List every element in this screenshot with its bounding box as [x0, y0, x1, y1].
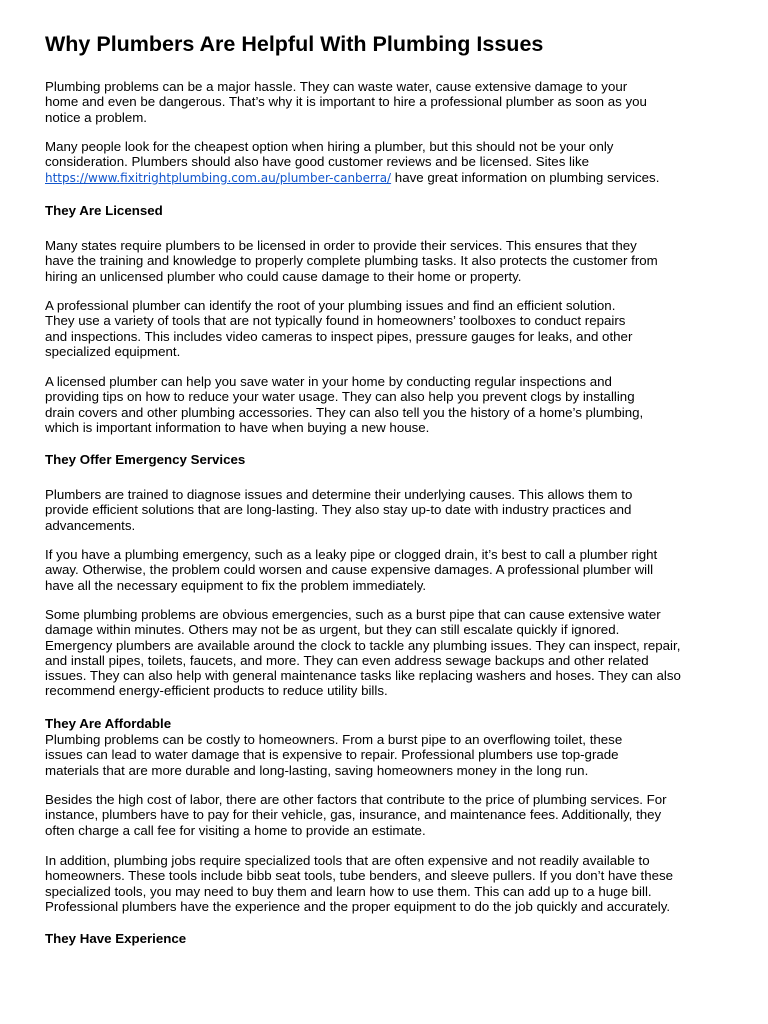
licensed-paragraph-1: Many states require plumbers to be licensed in order to provide their services. This ensures that they have the training and knowledge to properly complete plumbing tasks. It also protects the customer from hiring an unlicensed plumber who could cause damage to their home or property.	[45, 238, 658, 284]
plumber-canberra-link[interactable]: https://www.fixitrightplumbing.com.au/plumber-canberra/	[45, 170, 392, 185]
emergency-paragraph-2: If you have a plumbing emergency, such as a leaky pipe or clogged drain, it’s best to call a plumber right away. Otherwise, the problem could worsen and cause expensive damages. A professional plumber will have all the necessary equipment to fix the problem immediately.	[45, 547, 658, 593]
section-heading-affordable: They Are Affordable	[45, 716, 172, 731]
intro-paragraph-2-tail: have great information on plumbing services.	[391, 169, 660, 185]
affordable-paragraph-1: Plumbing problems can be costly to homeowners. From a burst pipe to an overflowing toilet, these issues can lead to water damage that is expensive to repair. Professional plumbers use top-grade materials that are more durable and long-lasting, saving homeowners money in the long run.	[45, 732, 623, 778]
section-heading-licensed: They Are Licensed	[45, 203, 163, 218]
section-heading-emergency: They Offer Emergency Services	[45, 452, 246, 467]
affordable-paragraph-2: Besides the high cost of labor, there are other factors that contribute to the price of plumbing services. For instance, plumbers have to pay for their vehicle, gas, insurance, and maintenance fees. Additionally, they often charge a call fee for visiting a home to provide an estimate.	[45, 792, 667, 838]
licensed-paragraph-3: A licensed plumber can help you save water in your home by conducting regular inspections and providing tips on how to reduce your water usage. They can also help you prevent clogs by installing drain covers and other plumbing accessories. They can also tell you the history of a home’s plumbing, which is important information to have when buying a new house.	[45, 374, 644, 435]
intro-paragraph-2-text: Many people look for the cheapest option when hiring a plumber, but this should not be your only consideration. Plumbers should also have good customer reviews and be licensed. Sites like	[45, 139, 614, 170]
emergency-paragraph-1: Plumbers are trained to diagnose issues and determine their underlying causes. This allows them to provide efficient solutions that are long-lasting. They also stay up-to date with industry practices and advancements.	[45, 487, 633, 533]
section-heading-experience: They Have Experience	[45, 931, 187, 946]
affordable-paragraph-3: In addition, plumbing jobs require specialized tools that are often expensive and not readily available to homeowners. These tools include bibb seat tools, tube benders, and sleeve pullers. If you don’t have these specialized tools, you may need to buy them and learn how to use them. This can add up to a huge bill. Professional plumbers have the experience and the proper equipment to do the job quickly and accurately.	[45, 853, 674, 914]
intro-paragraph-1: Plumbing problems can be a major hassle. They can waste water, cause extensive damage to your home and even be dangerous. That’s why it is important to hire a professional plumber as soon as you notice a problem.	[45, 79, 647, 125]
intro-paragraph-2	[45, 139, 735, 186]
emergency-paragraph-3: Some plumbing problems are obvious emergencies, such as a burst pipe that can cause extensive water damage within minutes. Others may not be as urgent, but they can still escalate quickly if ignored. Emergency plumbers are available around the clock to tackle any plumbing issues. They can inspect, repair, and install pipes, toilets, faucets, and more. They can even address sewage backups and other related issues. They can also help with general maintenance tasks like replacing washers and hoses. They can also recommend energy-efficient products to reduce utility bills.	[45, 607, 681, 699]
licensed-paragraph-2: A professional plumber can identify the root of your plumbing issues and find an efficient solution. They use a variety of tools that are not typically found in homeowners’ toolboxes to conduct repairs and inspections. This includes video cameras to inspect pipes, pressure gauges for leaks, and other specialized equipment.	[45, 298, 633, 359]
page-title: Why Plumbers Are Helpful With Plumbing Issues	[45, 32, 544, 56]
